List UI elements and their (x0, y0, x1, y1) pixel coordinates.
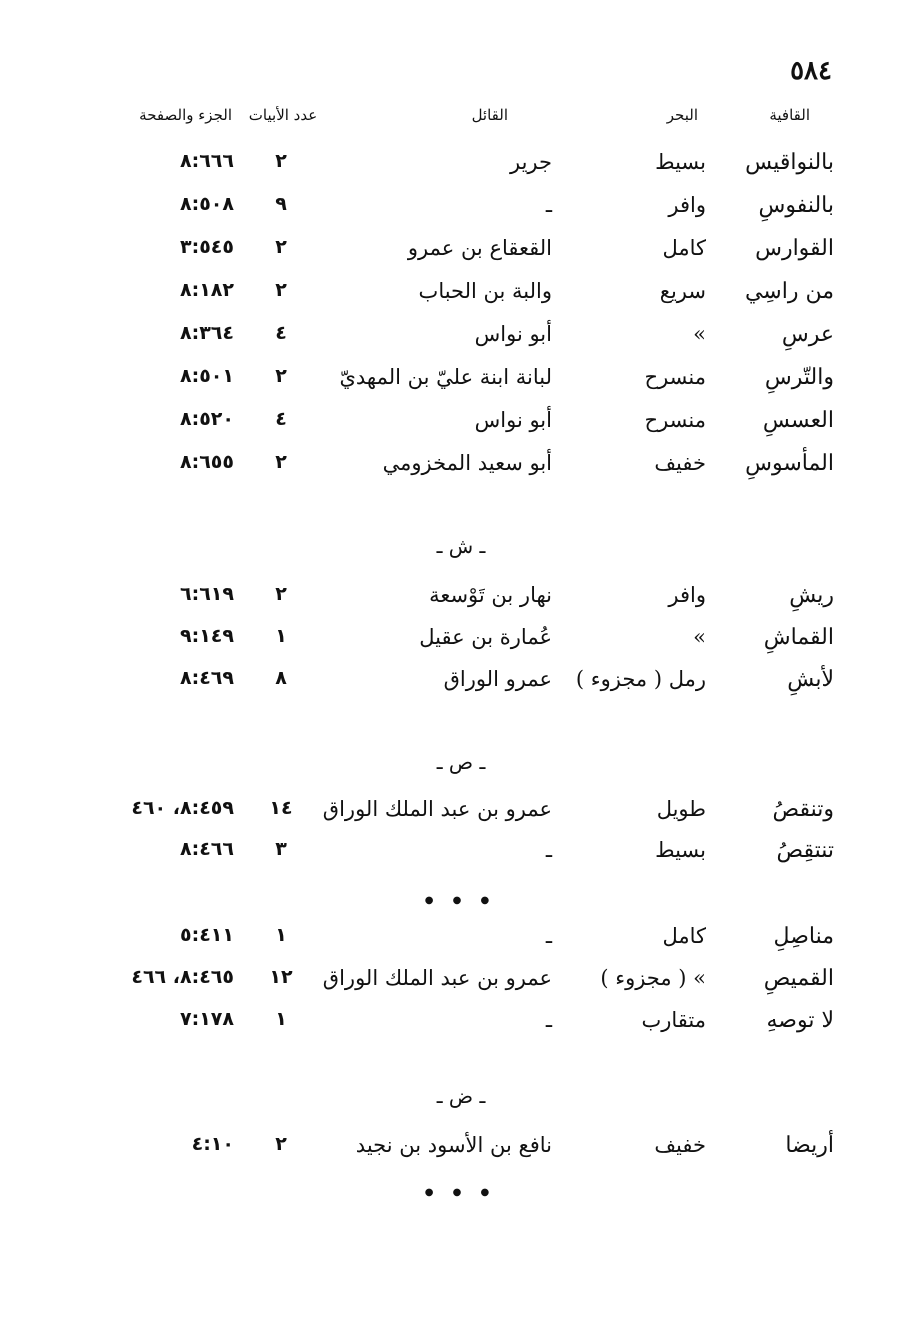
table-row (0, 1133, 922, 1175)
table-row (0, 451, 922, 493)
row-qafiya: المأسوسِ (745, 451, 834, 476)
row-qail: نافع بن الأسود بن نجيد (355, 1133, 552, 1157)
row-count: ١٢ (269, 966, 293, 988)
table-row (0, 797, 922, 839)
row-qail: عُمارة بن عقيل (419, 625, 552, 649)
row-count: ٢ (275, 279, 287, 301)
row-qail: القعقاع بن عمرو (407, 236, 552, 260)
row-page: ٨:٦٦٦ (180, 150, 234, 172)
row-qail: عمرو بن عبد الملك الوراق (322, 966, 552, 990)
table-row (0, 838, 922, 880)
header-count: عدد الأبيات (248, 106, 318, 124)
row-count: ١ (275, 1008, 287, 1030)
row-bahr: رمل ( مجزوء ) (575, 667, 706, 691)
row-page: ٨:٥٠١ (180, 365, 234, 387)
row-qafiya: العسسِ (762, 408, 834, 433)
row-qail: عمرو الوراق (443, 667, 552, 691)
row-qafiya: لأبشِ (787, 667, 834, 692)
section-heading-dad: ـ ض ـ (436, 1084, 486, 1108)
row-bahr: بسيط (655, 838, 706, 862)
row-page: ٥:٤١١ (180, 924, 234, 946)
table-row (0, 625, 922, 667)
row-bahr: سريع (659, 279, 706, 303)
row-page: ٦:٦١٩ (180, 583, 234, 605)
row-qail: نهار بن تَوْسعة (429, 583, 552, 607)
table-row (0, 150, 922, 192)
row-page: ٧:١٧٨ (180, 1008, 234, 1030)
row-qafiya: القوارس (755, 236, 834, 261)
header-page: الجزء والصفحة (139, 106, 232, 124)
row-page: ٨:٤٦٦ (180, 838, 234, 860)
row-page: ٨:٤٦٥، ٤٦٦ (131, 966, 234, 988)
row-bahr: » ( مجزوء ) (600, 966, 706, 990)
row-qail: ـ (545, 193, 552, 217)
row-bahr: خفيف (654, 1133, 706, 1157)
row-count: ١ (275, 924, 287, 946)
row-page: ٨:٥٢٠ (180, 408, 234, 430)
row-count: ١٤ (269, 797, 293, 819)
row-qafiya: تنتقِصُ (776, 838, 834, 863)
row-page: ٣:٥٤٥ (180, 236, 234, 258)
row-count: ٤ (275, 408, 287, 430)
table-row (0, 322, 922, 364)
row-qafiya: بالنفوسِ (758, 193, 834, 218)
table-row (0, 279, 922, 321)
page-number: ٥٨٤ (790, 56, 832, 86)
row-bahr: منسرح (644, 365, 706, 389)
row-page: ٨:٦٥٥ (180, 451, 234, 473)
row-qail: ـ (545, 1008, 552, 1032)
row-count: ٢ (275, 236, 287, 258)
row-page: ٨:٥٠٨ (180, 193, 234, 215)
row-bahr: كامل (662, 236, 706, 260)
row-qafiya: عرسِ (781, 322, 834, 347)
row-page: ٨:٤٥٩، ٤٦٠ (131, 797, 234, 819)
header-bahr: البحر (666, 106, 698, 124)
header-qafiya: القافية (769, 106, 810, 124)
row-qail: عمرو بن عبد الملك الوراق (322, 797, 552, 821)
row-qafiya: مناصِلِ (773, 924, 834, 949)
row-qail: ـ (545, 924, 552, 948)
row-bahr: وافر (668, 193, 706, 217)
row-qail: والبة بن الحباب (418, 279, 552, 303)
row-qafiya: القميصِ (763, 966, 834, 991)
row-bahr: » (693, 322, 706, 346)
row-qail: أبو نواس (474, 322, 552, 346)
row-page: ٨:١٨٢ (180, 279, 234, 301)
row-qafiya: بالنواقيس (745, 150, 834, 175)
row-qafiya: من راسِي (744, 279, 834, 304)
row-count: ٢ (275, 451, 287, 473)
row-count: ٢ (275, 150, 287, 172)
table-row (0, 583, 922, 625)
row-count: ٢ (275, 1133, 287, 1155)
row-qafiya: لا توصهِ (766, 1008, 834, 1033)
section-heading-shin: ـ ش ـ (436, 534, 486, 558)
row-bahr: طويل (656, 797, 706, 821)
row-qail: لبانة ابنة عليّ بن المهديّ (339, 365, 552, 389)
table-row (0, 667, 922, 709)
row-qail: أبو نواس (474, 408, 552, 432)
row-qafiya: القماشِ (763, 625, 834, 650)
separator-stars-end: ● ● ● (424, 1187, 498, 1198)
row-count: ٢ (275, 365, 287, 387)
table-row (0, 365, 922, 407)
row-count: ٤ (275, 322, 287, 344)
table-header (0, 106, 922, 132)
row-bahr: كامل (662, 924, 706, 948)
row-bahr: وافر (668, 583, 706, 607)
separator-stars: ● ● ● (424, 895, 498, 906)
row-page: ٤:١٠ (191, 1133, 234, 1155)
row-qail: أبو سعيد المخزومي (382, 451, 552, 475)
table-row (0, 924, 922, 966)
row-qail: جرير (510, 150, 552, 174)
row-qafiya: أريضا (785, 1133, 834, 1158)
table-row (0, 236, 922, 278)
table-row (0, 1008, 922, 1050)
header-qail: القائل (471, 106, 508, 124)
row-count: ٢ (275, 583, 287, 605)
row-count: ١ (275, 625, 287, 647)
row-bahr: » (693, 625, 706, 649)
table-row (0, 408, 922, 450)
row-page: ٨:٤٦٩ (180, 667, 234, 689)
table-row (0, 966, 922, 1008)
row-count: ٣ (275, 838, 287, 860)
row-bahr: بسيط (655, 150, 706, 174)
row-bahr: متقارب (641, 1008, 706, 1032)
row-page: ٨:٣٦٤ (180, 322, 234, 344)
section-heading-sad: ـ ص ـ (436, 750, 486, 774)
row-count: ٨ (275, 667, 287, 689)
row-qafiya: والتّرسِ (764, 365, 834, 390)
row-count: ٩ (275, 193, 287, 215)
row-qafiya: وتنقصُ (772, 797, 834, 822)
row-qail: ـ (545, 838, 552, 862)
row-bahr: منسرح (644, 408, 706, 432)
table-row (0, 193, 922, 235)
row-bahr: خفيف (654, 451, 706, 475)
row-page: ٩:١٤٩ (180, 625, 234, 647)
row-qafiya: ريشِ (789, 583, 834, 608)
